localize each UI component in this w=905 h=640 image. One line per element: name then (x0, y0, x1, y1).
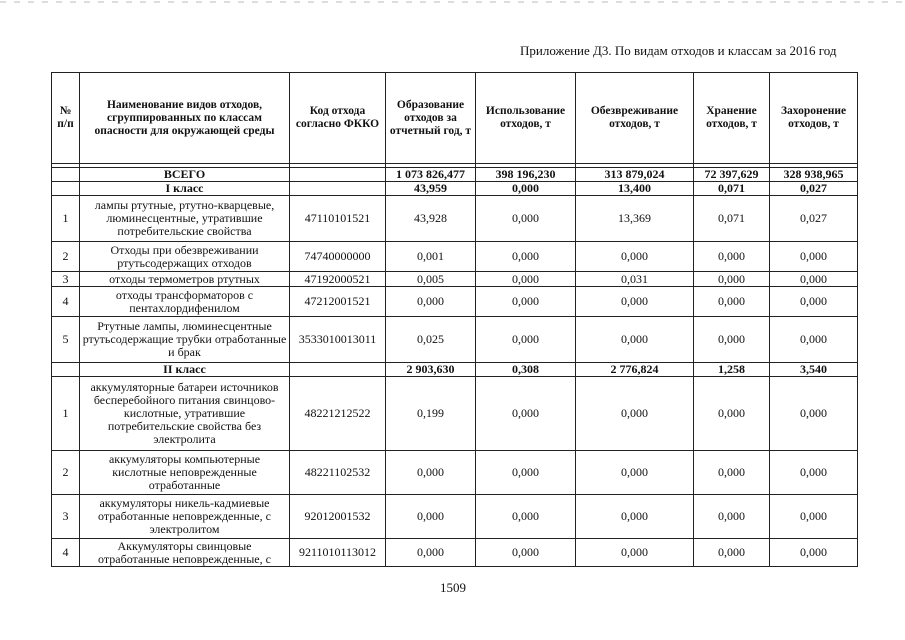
row-num: 3 (52, 495, 80, 539)
row-used: 0,000 (476, 272, 576, 287)
row-neutralized: 0,000 (576, 539, 694, 567)
waste-table (51, 72, 858, 567)
header-neutralized: Обезвреживание отходов, т (576, 73, 694, 164)
row-neutralized: 13,369 (576, 196, 694, 242)
row-used: 0,000 (476, 196, 576, 242)
row-formed: 0,000 (386, 539, 476, 567)
table-row (52, 317, 858, 363)
row-formed: 0,000 (386, 287, 476, 317)
row-stored: 0,071 (694, 196, 770, 242)
row-name: аккумуляторные батареи источников бесперебойного питания свинцово- кислотные, утратившие потребительские свойства без электролита (80, 377, 290, 451)
row-code: 47110101521 (290, 196, 386, 242)
class-2-buried: 3,540 (770, 363, 858, 377)
row-neutralized: 0,031 (576, 272, 694, 287)
total-label: ВСЕГО (80, 168, 290, 182)
row-num: 1 (52, 196, 80, 242)
row-num: 3 (52, 272, 80, 287)
row-name: аккумуляторы никель-кадмиевые отработанные неповрежденные, с электролитом (80, 495, 290, 539)
row-code: 48221212522 (290, 377, 386, 451)
row-name: Аккумуляторы свинцовые отработанные неповрежденные, с (80, 539, 290, 567)
table-row (52, 242, 858, 272)
row-formed: 0,199 (386, 377, 476, 451)
header-code: Код отхода согласно ФККО (290, 73, 386, 164)
total-neutralized: 313 879,024 (576, 168, 694, 182)
row-formed: 0,025 (386, 317, 476, 363)
row-used: 0,000 (476, 242, 576, 272)
row-buried: 0,000 (770, 242, 858, 272)
row-used: 0,000 (476, 451, 576, 495)
row-stored: 0,000 (694, 287, 770, 317)
class-2-neutralized: 2 776,824 (576, 363, 694, 377)
row-neutralized: 0,000 (576, 287, 694, 317)
table-row (52, 272, 858, 287)
class-2-formed: 2 903,630 (386, 363, 476, 377)
header-name: Наименование видов отходов, сгруппированных по классам опасности для окружающей среды (80, 73, 290, 164)
total-stored: 72 397,629 (694, 168, 770, 182)
row-code: 9211010113012 (290, 539, 386, 567)
row-name: отходы термометров ртутных (80, 272, 290, 287)
table-row (52, 287, 858, 317)
row-code: 92012001532 (290, 495, 386, 539)
class-1-buried: 0,027 (770, 182, 858, 196)
row-buried: 0,000 (770, 287, 858, 317)
class-1-neutralized: 13,400 (576, 182, 694, 196)
row-code: 47192000521 (290, 272, 386, 287)
row-num: 4 (52, 287, 80, 317)
row-name: аккумуляторы компьютерные кислотные неповрежденные отработанные (80, 451, 290, 495)
table-row (52, 196, 858, 242)
total-row (52, 168, 858, 182)
row-code: 3533010013011 (290, 317, 386, 363)
row-num: 1 (52, 377, 80, 451)
total-formed: 1 073 826,477 (386, 168, 476, 182)
row-neutralized: 0,000 (576, 317, 694, 363)
header-buried: Захоронение отходов, т (770, 73, 858, 164)
row-code: 48221102532 (290, 451, 386, 495)
row-stored: 0,000 (694, 317, 770, 363)
row-num: 2 (52, 451, 80, 495)
row-buried: 0,027 (770, 196, 858, 242)
row-buried: 0,000 (770, 377, 858, 451)
row-stored: 0,000 (694, 377, 770, 451)
row-stored: 0,000 (694, 539, 770, 567)
row-num: 4 (52, 539, 80, 567)
row-stored: 0,000 (694, 495, 770, 539)
row-num: 2 (52, 242, 80, 272)
row-used: 0,000 (476, 539, 576, 567)
total-buried: 328 938,965 (770, 168, 858, 182)
header-used: Использование отходов, т (476, 73, 576, 164)
row-formed: 0,000 (386, 495, 476, 539)
class-2-row (52, 363, 858, 377)
class-1-stored: 0,071 (694, 182, 770, 196)
table-row (52, 377, 858, 451)
header-num: № п/п (52, 73, 80, 164)
row-name: лампы ртутные, ртутно-кварцевые, люминесцентные, утратившие потребительские свойства (80, 196, 290, 242)
table-row (52, 539, 858, 567)
class-1-row (52, 182, 858, 196)
class-2-stored: 1,258 (694, 363, 770, 377)
row-num: 5 (52, 317, 80, 363)
row-neutralized: 0,000 (576, 495, 694, 539)
row-neutralized: 0,000 (576, 451, 694, 495)
row-used: 0,000 (476, 287, 576, 317)
row-stored: 0,000 (694, 451, 770, 495)
row-code: 74740000000 (290, 242, 386, 272)
row-buried: 0,000 (770, 317, 858, 363)
header-formed: Образование отходов за отчетный год, т (386, 73, 476, 164)
row-name: Отходы при обезвреживании ртутьсодержащих отходов (80, 242, 290, 272)
row-formed: 0,001 (386, 242, 476, 272)
row-stored: 0,000 (694, 242, 770, 272)
row-code: 47212001521 (290, 287, 386, 317)
class-2-label: II класс (80, 363, 290, 377)
class-1-label: I класс (80, 182, 290, 196)
table-row (52, 451, 858, 495)
table-row (52, 495, 858, 539)
row-neutralized: 0,000 (576, 242, 694, 272)
row-formed: 43,928 (386, 196, 476, 242)
class-1-formed: 43,959 (386, 182, 476, 196)
row-used: 0,000 (476, 495, 576, 539)
table-header-row (52, 73, 858, 164)
row-buried: 0,000 (770, 272, 858, 287)
row-used: 0,000 (476, 377, 576, 451)
row-stored: 0,000 (694, 272, 770, 287)
page-caption: Приложение Д3. По видам отходов и классам за 2016 год (520, 43, 837, 58)
row-buried: 0,000 (770, 495, 858, 539)
class-2-used: 0,308 (476, 363, 576, 377)
row-buried: 0,000 (770, 539, 858, 567)
row-name: отходы трансформаторов с пентахлордифенилом (80, 287, 290, 317)
row-formed: 0,000 (386, 451, 476, 495)
scan-artifact-line (0, 1, 905, 3)
class-1-used: 0,000 (476, 182, 576, 196)
header-stored: Хранение отходов, т (694, 73, 770, 164)
page-number: 1509 (440, 580, 466, 595)
row-name: Ртутные лампы, люминесцентные ртутьсодержащие трубки отработанные и брак (80, 317, 290, 363)
row-formed: 0,005 (386, 272, 476, 287)
total-used: 398 196,230 (476, 168, 576, 182)
row-buried: 0,000 (770, 451, 858, 495)
row-neutralized: 0,000 (576, 377, 694, 451)
row-used: 0,000 (476, 317, 576, 363)
